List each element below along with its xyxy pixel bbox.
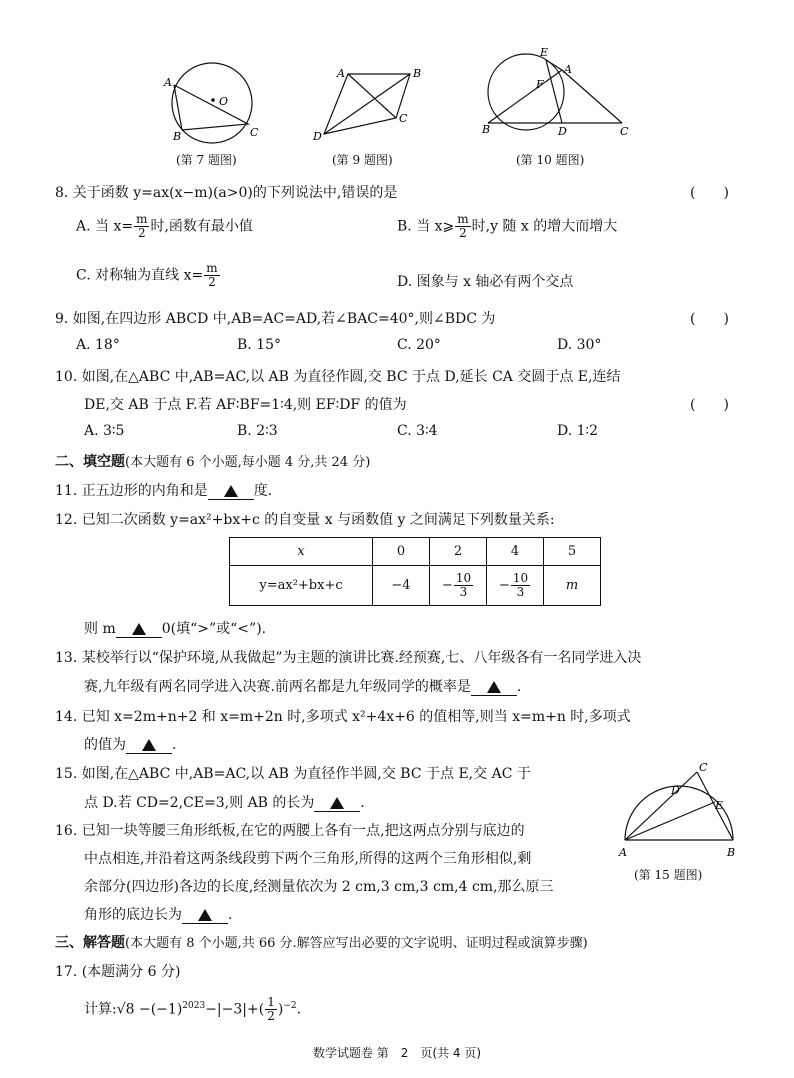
triangle-marker-icon (132, 623, 146, 635)
q12-y-2-frac (511, 572, 530, 599)
fig7-label-o: O (219, 95, 229, 108)
fig10-label-d: D (558, 125, 567, 138)
q12-answer-blank (116, 621, 162, 638)
q8-a-pre: A. 当 x= (76, 218, 134, 235)
q17-den: 2 (267, 1009, 275, 1023)
q10-option-c: C. 3∶4 (397, 423, 438, 439)
q17-calc-close: ) (277, 1001, 284, 1018)
figure-7 (160, 60, 270, 150)
fig10-line-ed (546, 60, 562, 123)
triangle-marker-icon (487, 681, 501, 693)
q11-answer-blank (208, 483, 254, 500)
q9-option-a: A. 18° (76, 337, 120, 353)
section-3-heading (55, 932, 588, 952)
q8-b-post: 时,y 随 x 的增大而增大 (471, 218, 618, 235)
fig15-label-c: C (699, 761, 708, 774)
q12-y-1-sign: − (441, 578, 453, 593)
fig9-caption: (第 9 题图) (332, 153, 393, 167)
q8-c-fraction (204, 262, 219, 289)
fig10-label-c: C (620, 125, 629, 138)
fig15-line-ae (625, 802, 715, 840)
q12-y-2-den: 3 (516, 585, 525, 599)
q13-line2 (84, 676, 521, 696)
q11-post: 度. (253, 483, 273, 499)
q17-exp2: −2 (283, 1000, 297, 1011)
q14-line2-pre: 的值为 (84, 737, 126, 753)
fig7-label-a: A (164, 76, 172, 89)
q8-c-num: m (206, 261, 218, 275)
q12-y-1-frac (454, 572, 473, 599)
q8-b-num: m (457, 212, 469, 226)
section-2-desc: (本大题有 6 个小题,每小题 4 分,共 24 分) (125, 455, 371, 470)
q13-line1: 13. 某校举行以“保护环境,从我做起”为主题的演讲比赛.经预赛,七、八年级各有一名同学进入决 (55, 650, 642, 666)
page-footer: 数学试题卷 第 2 页(共 4 页) (312, 1046, 482, 1060)
q12-y-0: −4 (373, 566, 430, 606)
q12-table (229, 537, 601, 606)
q14-line2 (84, 734, 176, 754)
q12-y-2-sign: − (498, 578, 510, 593)
q16-line4-post: . (228, 907, 233, 923)
fig15-label-d: D (671, 784, 680, 797)
triangle-marker-icon (142, 739, 156, 751)
fig7-triangle (174, 85, 248, 130)
q11-pre: 11. 正五边形的内角和是 (55, 483, 208, 499)
q8-option-d: D. 图象与 x 轴必有两个交点 (397, 274, 574, 290)
q14-line2-post: . (172, 737, 177, 753)
q12-y-3: m (544, 566, 601, 606)
q12-stem: 12. 已知二次函数 y=ax²+bx+c 的自变量 x 与函数值 y 之间满足下列数量关系: (55, 512, 555, 528)
q15-line2-post: . (360, 795, 365, 811)
q12-y-1-den: 3 (459, 585, 468, 599)
fig9-label-d: D (313, 130, 322, 143)
q12-tail-pre: 则 m (84, 621, 116, 637)
q9-option-c: C. 20° (397, 337, 441, 353)
q12-head-y: y=ax²+bx+c (230, 566, 373, 606)
q15-answer-blank (314, 795, 360, 812)
section-3-title: 三、解答题 (55, 935, 125, 951)
q12-x-2: 4 (487, 538, 544, 566)
section-3-desc: (本大题有 8 个小题,共 66 分.解答应写出必要的文字说明、证明过程或演算步骤) (125, 936, 588, 951)
fig7-label-b: B (173, 130, 182, 143)
q10-answer-paren: ( ) (690, 397, 729, 413)
q16-line4-pre: 角形的底边长为 (84, 907, 182, 923)
fig10-line-ac (562, 70, 622, 123)
triangle-marker-icon (330, 797, 344, 809)
q8-a-post: 时,函数有最小值 (150, 218, 253, 235)
q15-line2 (84, 792, 365, 812)
q8-a-num: m (136, 212, 148, 226)
q14-line1: 14. 已知 x=2m+n+2 和 x=m+2n 时,多项式 x²+4x+6 的值相等,则当 x=m+n 时,多项式 (55, 709, 631, 725)
q9-stem: 9. 如图,在四边形 ABCD 中,AB=AC=AD,若∠BAC=40°,则∠BDC 为 (55, 311, 496, 327)
section-2-heading (55, 451, 370, 471)
fig7-label-c: C (250, 126, 259, 139)
q16-line4 (84, 904, 232, 924)
q13-answer-blank (471, 679, 517, 696)
fig10-circle (488, 54, 564, 130)
q8-b-den: 2 (459, 226, 467, 240)
fig15-caption: (第 15 题图) (634, 868, 703, 882)
section-2-title: 二、填空题 (55, 454, 125, 470)
fig9-diagonal-ac (348, 74, 396, 118)
q8-option-a (76, 213, 253, 240)
fig10-label-a: A (564, 63, 572, 76)
q9-option-b: B. 15° (237, 337, 282, 353)
q16-answer-blank (182, 907, 228, 924)
q15-line1: 15. 如图,在△ABC 中,AB=AC,以 AB 为直径作半圆,交 BC 于点 E,交 AC 于 (55, 766, 531, 782)
q12-row-x (230, 538, 601, 566)
q9-answer-paren: ( ) (690, 311, 729, 327)
q12-y-2-num: 10 (512, 571, 529, 585)
q12-head-x: x (230, 538, 373, 566)
q14-answer-blank (126, 737, 172, 754)
q12-row-y (230, 566, 601, 606)
q12-y-1 (430, 566, 487, 606)
q17-expression (84, 996, 301, 1023)
fig9-label-c: C (399, 112, 408, 125)
q12-x-3: 5 (544, 538, 601, 566)
q16-line2: 中点相连,并沿着这两条线段剪下两个三角形,所得的这两个三角形相似,剩 (84, 851, 532, 867)
q12-tail-post: 0(填“>”或“<”). (161, 621, 267, 637)
fig10-label-f: F (536, 78, 544, 91)
q8-a-fraction (134, 213, 149, 240)
q16-line1: 16. 已知一块等腰三角形纸板,在它的两腰上各有一点,把这两点分别与底边的 (55, 823, 525, 839)
q13-line2-pre: 赛,九年级有两名同学进入决赛.前两名都是九年级同学的概率是 (84, 679, 471, 695)
q8-b-pre: B. 当 x⩾ (397, 218, 455, 235)
fig7-center-dot (211, 98, 215, 102)
q10-line1: 10. 如图,在△ABC 中,AB=AC,以 AB 为直径作圆,交 BC 于点 D,延长 CA 交圆于点 E,连结 (55, 369, 621, 385)
q16-line3: 余部分(四边形)各边的长度,经测量依次为 2 cm,3 cm,3 cm,4 cm,那么原三 (84, 879, 554, 895)
fig9-label-b: B (413, 67, 422, 80)
fig15-label-e: E (715, 799, 724, 812)
q17-calc-pre: 计算:√8 −(−1) (84, 1001, 183, 1018)
q17-exp1: 2023 (182, 1000, 206, 1011)
q8-a-den: 2 (137, 226, 146, 240)
q12-tail (84, 618, 266, 638)
q10-line2: DE,交 AB 于点 F.若 AF∶BF=1∶4,则 EF∶DF 的值为 (84, 397, 407, 413)
fig15-label-a: A (619, 846, 627, 859)
q8-answer-paren: ( ) (690, 185, 729, 201)
q9-option-d: D. 30° (557, 337, 602, 353)
triangle-marker-icon (224, 485, 238, 497)
q11 (55, 480, 272, 500)
q17-num: 1 (267, 995, 275, 1009)
q17-calc-end: . (296, 1001, 302, 1018)
figure-10 (480, 44, 640, 144)
fig10-label-b: B (482, 123, 491, 136)
q10-option-b: B. 2∶3 (237, 423, 278, 439)
q8-c-den: 2 (208, 275, 216, 289)
q12-y-2 (487, 566, 544, 606)
fig15-label-b: B (727, 846, 736, 859)
q8-stem: 8. 关于函数 y=ax(x−m)(a>0)的下列说法中,错误的是 (55, 185, 398, 201)
q8-option-c (76, 262, 221, 289)
q12-x-1: 2 (430, 538, 487, 566)
q17-fraction (265, 996, 277, 1023)
q17-calc-mid: −|−3|+( (205, 1001, 265, 1018)
q10-option-a: A. 3∶5 (84, 423, 125, 439)
fig7-caption: (第 7 题图) (176, 153, 237, 167)
q8-c-pre: C. 对称轴为直线 x= (76, 267, 204, 284)
fig7-circle (172, 63, 252, 143)
q17-stem: 17. (本题满分 6 分) (55, 964, 181, 980)
figure-15 (615, 760, 745, 860)
q12-x-0: 0 (373, 538, 430, 566)
q8-option-b (397, 213, 617, 240)
q8-b-fraction (455, 213, 470, 240)
q13-line2-post: . (516, 679, 522, 695)
fig10-caption: (第 10 题图) (516, 153, 585, 167)
q15-line2-pre: 点 D.若 CD=2,CE=3,则 AB 的长为 (84, 795, 315, 811)
fig10-label-e: E (540, 46, 549, 59)
triangle-marker-icon (198, 909, 212, 921)
fig15-line-ac (625, 772, 697, 840)
fig9-label-a: A (337, 67, 345, 80)
figure-9 (308, 60, 433, 145)
q10-option-d: D. 1∶2 (557, 423, 599, 439)
q12-y-1-num: 10 (455, 571, 472, 585)
